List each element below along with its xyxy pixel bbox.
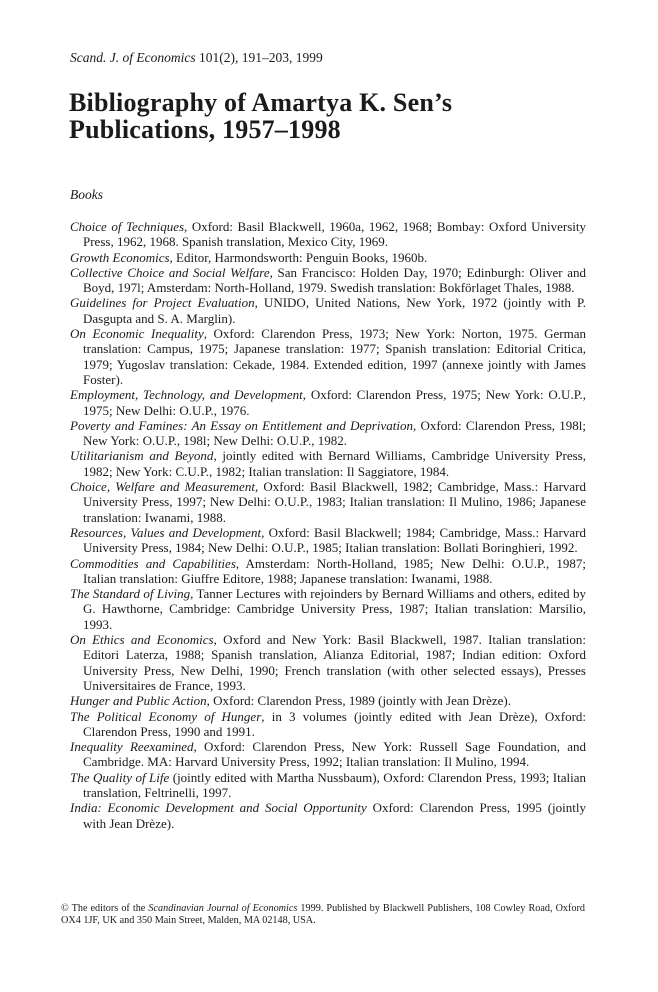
entry-details: , Oxford: Basil Blackwell; 1984; Cambridge, Mass.: Harvard University Press, 1984; New Delhi: O.U.P., 1985; Italian translation: Bollati Boringhieri, 1992. (83, 524, 586, 556)
bibliography-list (70, 219, 586, 831)
entry-title: On Economic Inequality (70, 326, 204, 342)
footer-journal-name: Scandinavian Journal of Economics (148, 903, 298, 915)
entry-details: , Oxford: Basil Blackwell, 1982; Cambridge, Mass.: Harvard University Press, 1997; New Delhi: O.U.P., 1983; Italian translation: Il Mulino, 1986; Japanese translation: Iwanami, 1988. (83, 479, 587, 525)
bibliography-entry (70, 693, 586, 708)
entry-details: , Tanner Lectures with rejoinders by Bernard Williams and others, edited by G. Hawthorne, Cambridge: Cambridge University Press, 1987; Italian translation: Marsilio, 1993. (83, 586, 586, 632)
bibliography-entry (70, 525, 586, 556)
page-title-line2: Publications, 1957–1998 (69, 114, 341, 144)
bibliography-entry (70, 448, 586, 479)
bibliography-entry (70, 770, 586, 801)
entry-details: , Oxford and New York: Basil Blackwell, 1987. Italian translation: Editori Laterza, 1988; Spanish translation, Alianza Editorial, 1987; Indian edition: Oxford University Press, New Delhi, 1990; French translation (with other selected essays), Presses Universitaires de France, 1993. (83, 632, 587, 693)
entry-title: Resources, Values and Development (70, 524, 262, 540)
footer-copyright-suffix: 1999. Published by Blackwell Publishers, 108 Cowley Road, Oxford OX4 1JF, UK and 350 Main Street, Malden, MA 02148, USA. (61, 903, 585, 927)
entry-title: Collective Choice and Social Welfare (70, 264, 270, 280)
entry-details: , Oxford: Clarendon Press, 198l; New York: O.U.P., 198l; New Delhi: O.U.P., 1982. (83, 417, 587, 449)
entry-details: , San Francisco: Holden Day, 1970; Edinburgh: Oliver and Boyd, 197l; Amsterdam: North-Holland, 1979. Swedish translation: Bokförlaget Thales, 1988. (83, 264, 586, 296)
journal-header (70, 50, 585, 65)
page-title-line1: Bibliography of Amartya K. Sen’s (69, 88, 453, 117)
entry-details: , Oxford: Basil Blackwell, 1960a, 1962, 1968; Bombay: Oxford University Press, 1962, 1968. Spanish translation, Mexico City, 1969. (83, 219, 587, 250)
entry-title: Growth Economics (70, 249, 170, 265)
entry-title: The Quality of Life (70, 769, 170, 785)
entry-title: Commodities and Capabilities (70, 555, 236, 571)
entry-title: India: Economic Development and Social Opportunity (70, 800, 367, 816)
entry-details: , jointly edited with Bernard Williams, Cambridge University Press, 1982; New York: C.U.P., 1982; Italian translation: Il Saggiatore, 1984. (83, 448, 586, 479)
bibliography-entry (70, 295, 586, 326)
bibliography-entry (70, 250, 586, 265)
bibliography-entry (70, 800, 586, 831)
entry-title: Choice of Techniques (70, 219, 185, 234)
entry-details: , Oxford: Clarendon Press, 1989 (jointly with Jean Drèze). (206, 693, 511, 709)
journal-name: Scand. J. of Economics (70, 50, 196, 65)
entry-title: Inequality Reexamined (70, 739, 194, 755)
footer-copyright (61, 903, 585, 928)
entry-details: (jointly edited with Martha Nussbaum), Oxford: Clarendon Press, 1993; Italian translation, Feltrinelli, 1997. (83, 769, 586, 800)
entry-title: The Standard of Living (70, 586, 191, 602)
page-title (69, 90, 618, 143)
entry-title: Hunger and Public Action (70, 693, 207, 709)
entry-title: On Ethics and Economics (70, 632, 214, 648)
bibliography-entry (70, 632, 586, 693)
footer-copyright-prefix: © The editors of the (61, 903, 149, 915)
journal-issue-info: 101(2), 191–203, 1999 (195, 50, 323, 65)
entry-title: The Political Economy of Hunger (70, 708, 262, 724)
entry-title: Choice, Welfare and Measurement (70, 479, 255, 495)
entry-details: , in 3 volumes (jointly edited with Jean Drèze), Oxford: Clarendon Press, 1990 and 1991. (83, 708, 587, 739)
bibliography-entry (70, 479, 586, 525)
entry-details: , UNIDO, United Nations, New York, 1972 (jointly with P. Dasgupta and S. A. Marglin). (83, 295, 586, 326)
entry-details: , Oxford: Clarendon Press, New York: Russell Sage Foundation, and Cambridge. MA: Harvard University Press, 1992; Italian translation: Il Mulino, 1994. (83, 739, 586, 770)
bibliography-entry (70, 739, 586, 770)
bibliography-entry (70, 556, 586, 587)
bibliography-entry (70, 709, 586, 740)
entry-title: Utilitarianism and Beyond (70, 448, 214, 464)
entry-details: , Editor, Harmondsworth: Penguin Books, 1960b. (169, 249, 428, 265)
entry-details: , Amsterdam: North-Holland, 1985; New Delhi: O.U.P., 1987; Italian translation: Giuffre Editore, 1988; Japanese translation: Iwanami, 1988. (83, 555, 586, 586)
bibliography-entry (70, 418, 586, 449)
entry-details: , Oxford: Clarendon Press, 1975; New York: O.U.P., 1975; New Delhi: O.U.P., 1976. (83, 387, 586, 418)
entry-title: Employment, Technology, and Development (70, 387, 303, 403)
entry-title: Poverty and Famines: An Essay on Entitlement and Deprivation (70, 417, 413, 433)
section-heading-books: Books (70, 187, 103, 202)
entry-details: , Oxford: Clarendon Press, 1973; New York: Norton, 1975. German translation: Campus, 1975; Japanese translation: 1977; Spanish translation: Editorial Critica, 1979; Yugoslav translation: Cekade, 1984. Extended edition, 1997 (annexe jointly with James Foster). (83, 326, 586, 387)
entry-title: Guidelines for Project Evaluation (70, 295, 255, 311)
bibliography-entry (70, 387, 586, 418)
bibliography-entry (70, 265, 586, 296)
bibliography-entry (70, 586, 586, 632)
bibliography-entry (70, 326, 586, 387)
bibliography-entry (70, 219, 586, 250)
entry-details: Oxford: Clarendon Press, 1995 (jointly with Jean Drèze). (83, 800, 586, 831)
